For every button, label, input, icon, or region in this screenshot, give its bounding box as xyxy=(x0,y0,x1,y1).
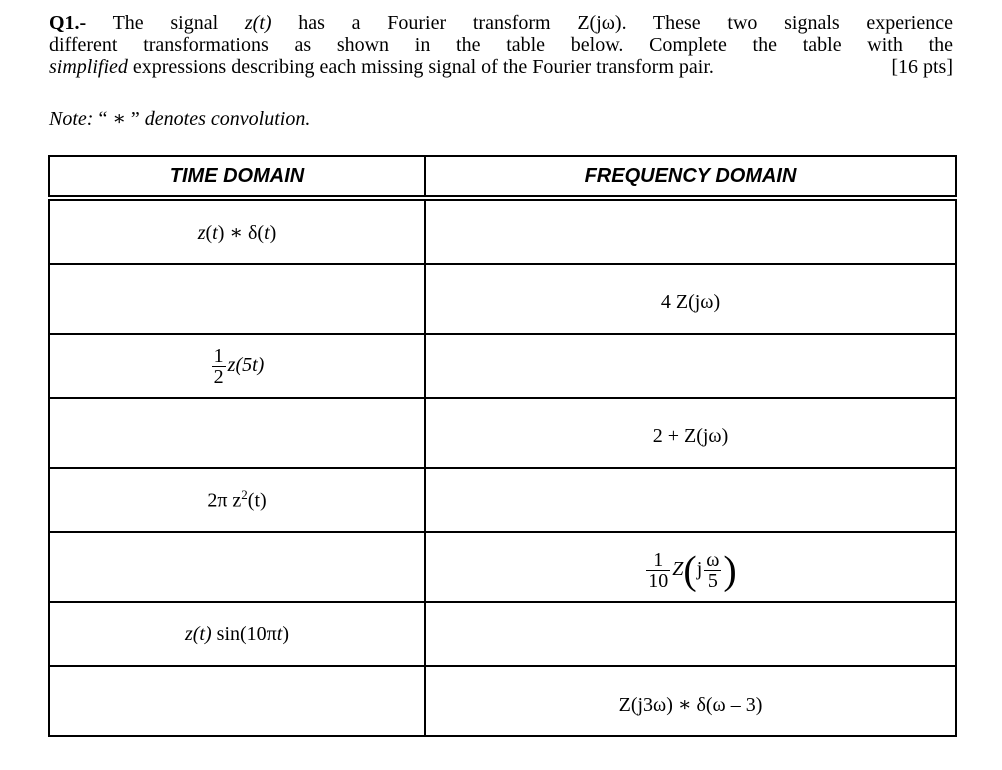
row3-time-cell xyxy=(49,334,425,398)
row7-time-cell xyxy=(49,602,425,666)
row5-expr-b: (t) xyxy=(247,489,267,512)
row3-expr: z(5t) xyxy=(227,353,265,376)
frac-num: 1 xyxy=(646,550,670,571)
frac-den: 2 xyxy=(213,365,224,388)
left-paren: ( xyxy=(683,547,697,592)
table-row xyxy=(49,398,956,468)
note-text xyxy=(49,106,310,131)
question-text-1b: has a Fourier transform Z(jω). These two signals experience xyxy=(298,12,953,34)
table-row xyxy=(49,198,956,264)
row7-expr-c: ) xyxy=(282,622,289,645)
simplified-word: simplified xyxy=(49,56,128,78)
signal-var: z(t) xyxy=(244,12,272,34)
row5-freq-cell[interactable] xyxy=(425,468,956,532)
table-header-row xyxy=(49,156,956,198)
header-time-domain: TIME DOMAIN xyxy=(49,156,425,198)
question-text-3b: expressions describing each missing signal of the Fourier transform pair. xyxy=(132,56,714,78)
row5-exponent: 2 xyxy=(241,487,248,503)
row6-freq-cell xyxy=(425,532,956,602)
fourier-pair-table xyxy=(48,155,957,737)
row7-expr-a: z(t) xyxy=(184,622,212,645)
row7-t: t xyxy=(276,622,283,645)
row5-time-cell xyxy=(49,468,425,532)
frac-num: 1 xyxy=(213,344,224,367)
question-text-3 xyxy=(49,56,714,78)
row8-freq-cell: Z(j3ω) ∗ δ(ω – 3) xyxy=(425,666,956,736)
header-frequency-domain: FREQUENCY DOMAIN xyxy=(425,156,956,198)
table-row xyxy=(49,602,956,666)
question-line-3 xyxy=(49,56,953,78)
table-row xyxy=(49,666,956,736)
row7-expr-b: sin(10π xyxy=(216,622,277,645)
row3-freq-cell[interactable] xyxy=(425,334,956,398)
table-row xyxy=(49,264,956,334)
convolution-symbol: “ ∗ ” xyxy=(98,108,140,130)
row1-time-cell: z(t) ∗ δ(t) xyxy=(49,198,425,264)
row4-freq-cell: 2 + Z(jω) xyxy=(425,398,956,468)
row2-freq-cell: 4 Z(jω) xyxy=(425,264,956,334)
frac-den: 5 xyxy=(707,569,718,592)
table-row xyxy=(49,334,956,398)
question-label: Q1.- xyxy=(49,12,87,34)
row6-time-cell[interactable] xyxy=(49,532,425,602)
note-prefix: Note: xyxy=(49,108,94,130)
row1-freq-cell[interactable] xyxy=(425,198,956,264)
question-text-1a: The signal xyxy=(112,12,219,34)
note-suffix: denotes convolution. xyxy=(144,108,311,130)
fraction-one-half xyxy=(212,346,226,387)
row2-time-cell[interactable] xyxy=(49,264,425,334)
row7-freq-cell[interactable] xyxy=(425,602,956,666)
row8-time-cell[interactable] xyxy=(49,666,425,736)
row6-j: j xyxy=(696,557,703,580)
right-paren: ) xyxy=(723,547,737,592)
fraction-omega-five xyxy=(704,550,721,591)
table-row xyxy=(49,468,956,532)
row4-time-cell[interactable] xyxy=(49,398,425,468)
question-text xyxy=(49,12,953,78)
question-line-1 xyxy=(49,12,953,34)
fraction-one-tenth xyxy=(646,550,670,591)
frac-num: ω xyxy=(706,548,720,571)
row5-expr-a: 2π z xyxy=(207,489,242,512)
row1-conv: ∗ δ( xyxy=(229,221,265,244)
frac-den: 10 xyxy=(648,569,669,592)
row6-z: Z xyxy=(672,557,684,580)
table-row xyxy=(49,532,956,602)
points-label: [16 pts] xyxy=(891,56,953,78)
question-line-2: different transformations as shown in the table below. Complete the table with the xyxy=(49,34,953,56)
